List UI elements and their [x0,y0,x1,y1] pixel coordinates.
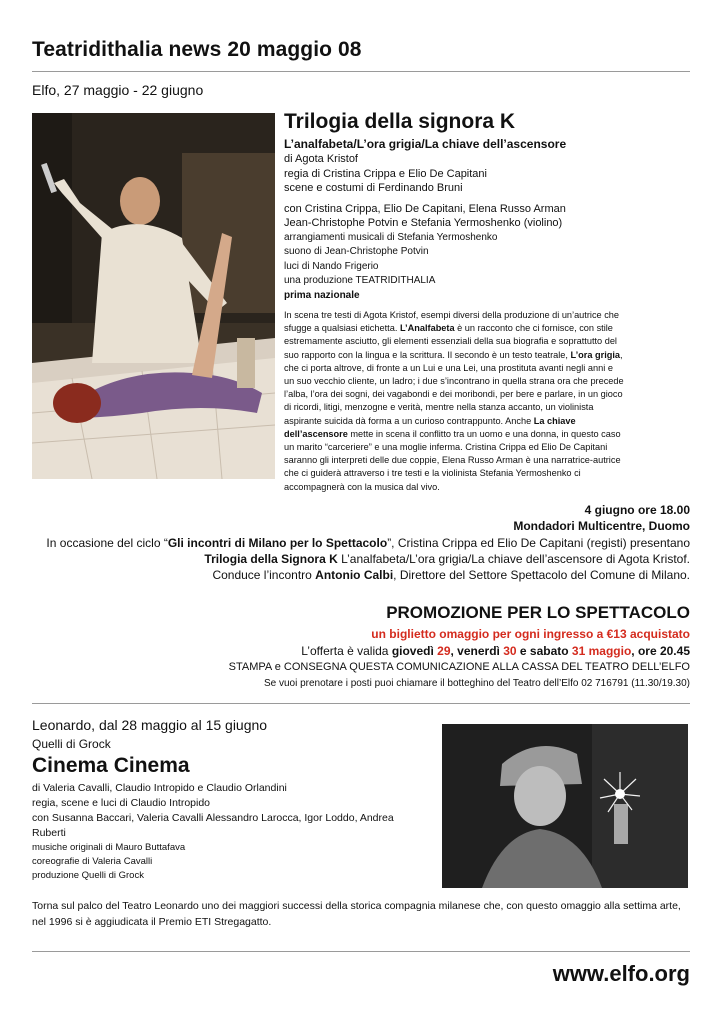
event-description-line: In occasione del ciclo “Gli incontri di Milano per lo Spettacolo”, Cristina Crippa ed Elio De Capitani (registi) presentano [46,536,690,550]
trilogia-info-column [284,110,624,494]
cast-line: con Cristina Crippa, Elio De Capitani, Elena Russo Arman [284,202,566,215]
event-description-line: Conduce l’incontro Antonio Calbi, Direttore del Settore Spettacolo del Comune di Milano. [212,568,690,582]
divider [32,703,690,704]
leonardo-credits [32,781,402,883]
divider [32,951,690,952]
credit-line: una produzione TEATRIDITHALIA [284,275,436,286]
promo-subtitle: un biglietto omaggio per ogni ingresso a €13 acquistato [371,627,690,641]
event-date: 4 giugno ore 18.00 [584,503,690,517]
cast-line: Jean-Christophe Potvin e Stefania Yermoshenko (violino) [284,217,563,229]
prima-nazionale-label: prima nazionale [284,289,360,301]
leonardo-company: Quelli di Grock [32,737,111,751]
promo-title: PROMOZIONE PER LO SPETTACOLO [386,603,690,622]
newsletter-title: Teatridithalia news 20 maggio 08 [32,38,362,61]
credit-line: regia, scene e luci di Claudio Intropido [32,797,211,809]
website-link[interactable]: www.elfo.org [552,961,690,986]
credit-line: con Susanna Baccari, Valeria Cavalli Alessandro Larocca, Igor Loddo, Andrea Ruberti [32,812,394,839]
credit-line: suono di Jean-Christophe Potvin [284,246,429,257]
credit-line: di Agota Kristof [284,153,358,165]
page [32,0,690,1024]
leonardo-show-title: Cinema Cinema [32,754,190,777]
leonardo-description: Torna sul palco del Teatro Leonardo uno dei maggiori successi della storica compagnia milanese che, con questo omaggio alla settima arte, nel 1996 si è aggiudicata il Premio ETI Stregagatto. [32,900,681,928]
credit-line: musiche originali di Mauro Buttafava [32,842,186,853]
credit-line: luci di Nando Frigerio [284,260,379,272]
trilogia-stage-photo [32,113,275,479]
credit-line: arrangiamenti musicali di Stefania Yermoshenko [284,231,498,243]
promo-phone-info: Se vuoi prenotare i posti puoi chiamare il botteghino del Teatro dell’Elfo 02 716791 (11.30/19.30) [263,678,690,689]
credit-line: produzione Quelli di Grock [32,870,144,881]
show-synopsis: In scena tre testi di Agota Kristof, esempi diversi della produzione di un’autrice che sfugge a qualsiasi etichetta. L’Analfabeta è un racconto che ci fornisce, con stile estremamente asciutto, gli elementi essenziali della sua biografia e soprattutto del suo rapporto con la lingua e la scrittura. Il secondo è un testo teatrale, L’ora grigia, che ci porta altrove, di fronte a un Lui e una Lei, una prostituta avanti negli anni e un suo vecchio cliente, un ladro; i due s’incontrano in quella strana ora che precede l’alba, l’ora dei sogni, dei vagabondi e dei moribondi, per bere e parlare, in un gioco di ricordi, litigi, menzogne e verità, mentre nella stanza accanto, un violinista aspirante suicida dà forma a un curioso contrappunto. Anche La chiave dell’ascensore mette in scena il conflitto tra un uomo e una donna, in questo caso un marito “carceriere” e una moglie inferma. Cristina Crippa ed Elio De Capitani saranno gli interpreti delle due coppie, Elena Russo Arman è una narratrice-autrice che ci guiderà attraverso i tre testi e la violinista Stefania Yermoshenko ci accompagnerà con la musica dal vivo. [284,310,624,492]
show-title: Trilogia della signora K [284,110,516,133]
divider [32,71,690,72]
credit-line: di Valeria Cavalli, Claudio Intropido e Claudio Orlandini [32,782,287,794]
show-subtitle: L’analfabeta/L’ora grigia/La chiave dell’ascensore [284,137,567,151]
cinema-cinema-photo [442,724,688,888]
credit-line: regia di Cristina Crippa e Elio De Capitani [284,167,487,180]
event-description-line: Trilogia della Signora K L’analfabeta/L’ora grigia/La chiave dell’ascensore di Agota Kristof. [204,552,690,566]
credit-line: coreografie di Valeria Cavalli [32,856,153,867]
promo-instruction: STAMPA e CONSEGNA QUESTA COMUNICAZIONE ALLA CASSA DEL TEATRO DELL’ELFO [228,661,690,673]
promo-offer-dates: L’offerta è valida giovedì 29, venerdì 30 e sabato 31 maggio, ore 20.45 [301,644,690,658]
event-place: Mondadori Multicentre, Duomo [513,519,690,533]
elfo-venue-dates: Elfo, 27 maggio - 22 giugno [32,82,204,98]
leonardo-venue-dates: Leonardo, dal 28 maggio al 15 giugno [32,717,268,733]
credit-line: scene e costumi di Ferdinando Bruni [284,182,463,194]
